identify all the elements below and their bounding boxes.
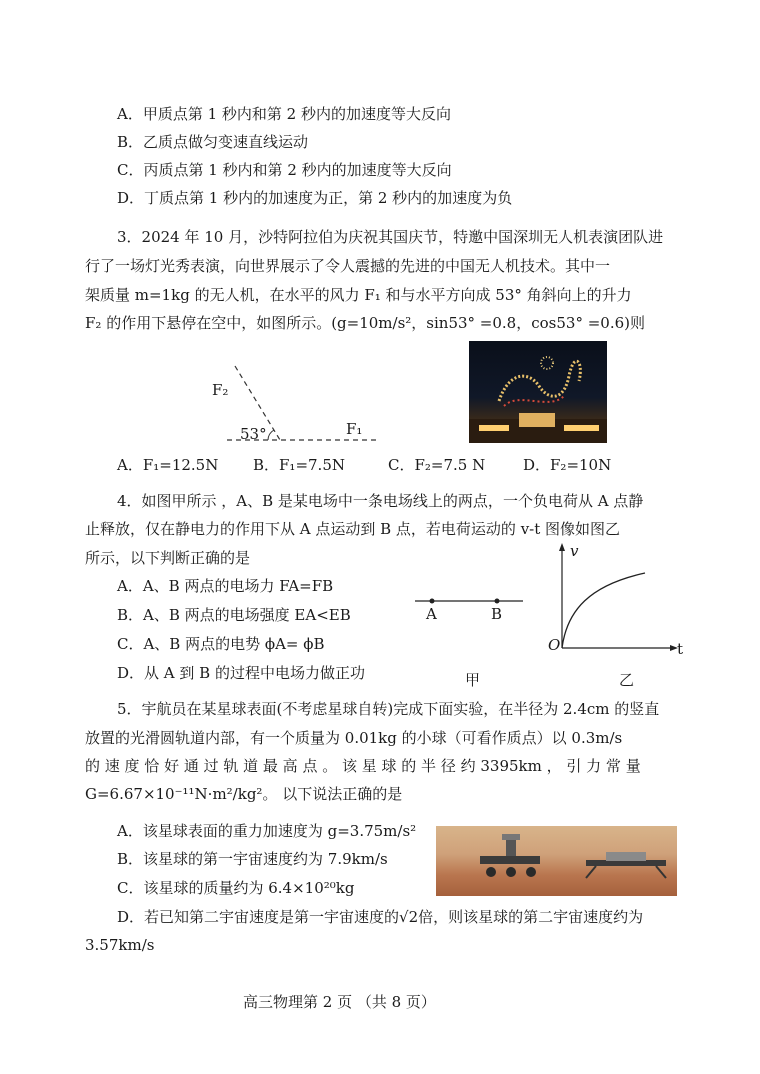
q3-line-4: F₂ 的作用下悬停在空中，如图所示。(g=10m/s²，sin53° =0.8，cos53° =0.6)则 [85,314,645,332]
q5-line-4: G=6.67×10⁻¹¹N·m²/kg²。 以下说法正确的是 [85,785,403,803]
q4-option-a: A．A、B 两点的电场力 FA=FB [117,577,334,595]
q2-option-c: C．丙质点第 1 秒内和第 2 秒内的加速度等大反向 [117,161,452,179]
force-diagram [205,360,405,450]
q2-option-a: A．甲质点第 1 秒内和第 2 秒内的加速度等大反向 [117,105,451,123]
q4-option-d: D．从 A 到 B 的过程中电场力做正功 [117,664,365,682]
f2-label: F₂ [212,381,229,399]
q4-line-2: 止释放，仅在静电力的作用下从 A 点运动到 B 点，若电荷运动的 v-t 图像如图乙 [85,520,621,538]
q5-option-d-cont: 3.57km/s [85,936,155,954]
figure-jia-caption: 甲 [465,671,481,689]
mars-rover-photo [436,826,677,896]
q5-line-3: 的 速 度 恰 好 通 过 轨 道 最 高 点 。 该 星 球 的 半 径 约 3395km ， 引 力 常 量 [85,757,641,775]
v-axis-label: v [570,542,579,560]
q3-option-b: B．F₁=7.5N [253,456,345,474]
q4-line-1: 4．如图甲所示 ，A、B 是某电场中一条电场线上的两点，一个负电荷从 A 点静 [117,492,644,510]
f1-label: F₁ [346,420,363,438]
q3-line-2: 行了一场灯光秀表演，向世界展示了令人震撼的先进的中国无人机技术。其中一 [85,257,611,275]
angle-label: 53° [240,425,267,443]
q2-option-d: D．丁质点第 1 秒内的加速度为正，第 2 秒内的加速度为负 [117,189,513,207]
t-axis-label: t [677,640,684,658]
q3-line-1: 3．2024 年 10 月，沙特阿拉伯为庆祝其国庆节，特邀中国深圳无人机表演团队进 [117,228,664,246]
point-a-label: A [426,605,437,623]
q4-option-b: B．A、B 两点的电场强度 EA<EB [117,606,351,624]
q5-line-1: 5．宇航员在某星球表面(不考虑星球自转)完成下面实验，在半径为 2.4cm 的竖直 [117,700,660,718]
vt-graph [545,540,685,655]
q5-option-d: D．若已知第二宇宙速度是第一宇宙速度的√2倍，则该星球的第二宇宙速度约为 [117,908,644,926]
q5-option-c: C．该星球的质量约为 6.4×10²⁰kg [117,879,355,897]
origin-label: O [548,636,561,654]
q2-option-b: B．乙质点做匀变速直线运动 [117,133,309,151]
q3-line-3: 架质量 m=1kg 的无人机，在水平的风力 F₁ 和与水平方向成 53° 角斜向上的升力 [85,286,632,304]
q4-line-3: 所示，以下判断正确的是 [85,549,251,567]
q3-option-d: D．F₂=10N [523,456,612,474]
q5-option-a: A．该星球表面的重力加速度为 g=3.75m/s² [117,822,417,840]
drone-show-photo [469,341,607,443]
q5-line-2: 放置的光滑圆轨道内部，有一个质量为 0.01kg 的小球（可看作质点）以 0.3m/s [85,729,623,747]
q3-option-c: C．F₂=7.5 N [388,456,486,474]
q5-option-b: B．该星球的第一宇宙速度约为 7.9km/s [117,850,388,868]
page-footer: 高三物理第 2 页 （共 8 页） [243,993,436,1011]
q4-option-c: C．A、B 两点的电势 ϕA= ϕB [117,635,325,653]
figure-yi-caption: 乙 [619,671,635,689]
q3-option-a: A．F₁=12.5N [117,456,219,474]
point-b-label: B [491,605,503,623]
